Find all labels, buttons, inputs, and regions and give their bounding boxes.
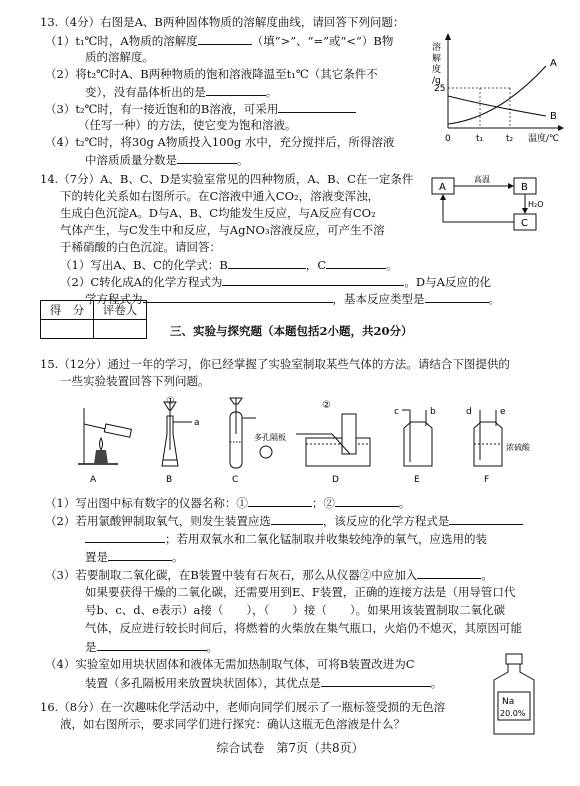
- condition-water: H₂O: [528, 200, 544, 209]
- q15-part2-cont: ；若用双氧水和二氧化锰制取并收集较纯净的氧气，应选用的装: [85, 531, 487, 546]
- q13-part4: （4）t₂℃时，将30g A物质投入100g 水中，充分搅拌后，所得溶液: [45, 135, 395, 149]
- q13-part3: （3）t₂℃时，有一接近饱和的B溶液，可采用: [45, 101, 356, 116]
- q13-part3-cont: （任写一种）的方法，使它变为饱和溶液。: [78, 118, 297, 132]
- q15-part4-cont: 装置（多孔隔板用来放置块状固体），其优点是 。: [85, 676, 443, 690]
- bottle-label-na: Na: [502, 697, 515, 707]
- apparatus-b: [162, 396, 200, 485]
- apparatus-d: [296, 400, 370, 485]
- answer-blank[interactable]: [326, 257, 386, 269]
- q15-line2: 一些实验装置回答下列问题。: [60, 374, 210, 388]
- label-c: C: [232, 475, 239, 485]
- label-b: B: [166, 475, 173, 485]
- marker-1: ①: [166, 396, 175, 407]
- answer-blank[interactable]: [425, 291, 489, 303]
- answer-blank[interactable]: [248, 495, 312, 507]
- score-table: [40, 300, 147, 339]
- y-axis-label-1: 溶: [432, 43, 442, 53]
- q15-part3-cont1: 如果要获得干燥的二氧化碳，还需要用到E、F装置，正确的连接方法是（用导管口代: [85, 585, 516, 599]
- answer-blank[interactable]: [198, 33, 252, 45]
- answer-blank[interactable]: [321, 675, 431, 687]
- answer-blank[interactable]: [228, 257, 306, 269]
- answer-blank[interactable]: [449, 513, 523, 525]
- port-d: d: [466, 407, 472, 417]
- port-a: a: [194, 418, 200, 428]
- port-e: e: [500, 407, 506, 417]
- curve-a: [448, 66, 546, 124]
- answer-blank[interactable]: [206, 84, 266, 96]
- apparatus-figure: [70, 394, 540, 486]
- marker-2: ②: [322, 400, 331, 411]
- acid-label: 浓硫酸: [506, 443, 530, 452]
- answer-blank[interactable]: [108, 549, 172, 561]
- q15-part1: （1）写出图中标有数字的仪器名称：① ；② 。: [45, 496, 411, 510]
- label-f: F: [484, 475, 490, 485]
- bottle-label-pct: 20.0%: [500, 709, 526, 718]
- port-b: b: [430, 407, 436, 417]
- q16-line2: 液，如右图所示，要求同学们进行探究：确认这瓶无色溶液是什么？: [60, 717, 405, 731]
- x-tick-t1: t₁: [476, 134, 484, 144]
- curve-b: [448, 96, 546, 116]
- q14-line5: 于稀硝酸的白色沉淀。请回答：: [60, 240, 221, 254]
- q15-part4: （4）实验室如用块状固体和液体无需加热制取气体，可将B装置改进为C: [45, 657, 415, 671]
- answer-blank[interactable]: [177, 152, 237, 164]
- label-d: D: [332, 475, 339, 485]
- q15-part2-cont2: 置是 。: [85, 550, 184, 564]
- answer-blank[interactable]: [417, 567, 481, 579]
- q13-part2: （2）将t₂℃时A、B两种物质的饱和溶液降温至t₁℃（其它条件不: [45, 67, 378, 81]
- q15-part2: （2）若用氯酸钾制取氧气，则发生装置应选 ，该反应的化学方程式是: [45, 513, 523, 528]
- reagent-bottle: [484, 652, 544, 738]
- q14-line1: 14.（7分）A、B、C、D是实验室常见的四种物质，A、B、C在一定条件: [40, 172, 414, 186]
- q15-part3-cont2: 号b、c、d、e表示）a接（ ），（ ）接（ ）。如果用该装置制取二氧化碳: [85, 603, 506, 617]
- q16-line1: 16.（8分）在一次趣味化学活动中，老师向同学们展示了一瓶标签受损的无色溶: [40, 700, 446, 714]
- answer-blank[interactable]: [85, 531, 165, 543]
- q15-part3-cont4: 是 。: [85, 640, 218, 654]
- curve-a-label: A: [550, 58, 557, 69]
- y-tick-25: 25: [434, 84, 446, 94]
- answer-blank[interactable]: [97, 639, 207, 651]
- q14-line3: 生成白色沉淀A。D与A、B、C均能发生反应，与A反应有CO₂: [60, 206, 376, 220]
- y-axis-label-4: /g: [432, 76, 441, 86]
- answer-blank[interactable]: [271, 513, 323, 525]
- apparatus-a: [78, 408, 131, 485]
- apparatus-f: [466, 407, 531, 485]
- apparatus-e: [394, 407, 436, 485]
- answer-blank[interactable]: [335, 495, 399, 507]
- section-heading: 三、实验与探究题（本题包括2小题，共20分）: [170, 324, 413, 338]
- port-c: c: [394, 407, 399, 417]
- y-axis-label-2: 解: [432, 54, 442, 64]
- answer-blank[interactable]: [222, 274, 404, 286]
- apparatus-c: [230, 398, 286, 485]
- q14-line2: 下的转化关系如右图所示。在C溶液中通入CO₂，溶液变浑浊，: [60, 189, 380, 203]
- curve-b-label: B: [550, 111, 557, 122]
- origin-label: 0: [445, 134, 451, 144]
- q14-part2: （2）C转化成A的化学方程式为 。D与A反应的化: [60, 275, 491, 289]
- node-c: C: [521, 218, 528, 229]
- q14-line4: 气体产生，与C发生中和反应，与AgNO₃溶液反应，可产生不溶: [60, 223, 385, 237]
- q13-part2-cont: 变），没有晶体析出的是 。: [85, 85, 278, 99]
- score-header: 得 分: [41, 301, 94, 320]
- label-a: A: [90, 475, 97, 485]
- condition-high-temp: 高温: [474, 175, 490, 184]
- x-axis-label: 温度/℃: [528, 134, 560, 144]
- q13-intro: 13.（4分）右图是A、B两种固体物质的溶解度曲线，请回答下列问题：: [40, 15, 405, 29]
- answer-blank[interactable]: [143, 291, 333, 303]
- node-a: A: [439, 182, 446, 193]
- score-cell[interactable]: [41, 320, 94, 339]
- grader-header: 评卷人: [94, 301, 147, 320]
- q13-part1-cont: 质的溶解度。: [85, 50, 154, 64]
- label-e: E: [414, 475, 420, 485]
- x-tick-t2: t₂: [506, 134, 514, 144]
- page-footer: 综合试卷 第7页（共8页）: [216, 741, 364, 755]
- q13-part4-cont: 中溶质质量分数是 。: [85, 153, 249, 167]
- conversion-diagram: [430, 168, 550, 240]
- q14-part2-cont: 学方程式为 ，基本反应类型是 。: [85, 292, 500, 306]
- q15-part3-cont3: 气体，反应进行较长时间后，将燃着的火柴放在集气瓶口，火焰仍不熄灭，其原因可能: [85, 621, 522, 635]
- solubility-graph: [428, 28, 576, 150]
- answer-blank[interactable]: [278, 101, 356, 113]
- q15-line1: 15.（12分）通过一年的学习，你已经掌握了实验室制取某些气体的方法。请结合下图提供的: [40, 357, 510, 371]
- q13-part1: （1）t₁℃时，A物质的溶解度 （填“>”、“=”或“<”）B物: [45, 34, 394, 48]
- porous-plate-label: 多孔隔板: [254, 433, 286, 442]
- node-b: B: [521, 182, 528, 193]
- q14-part1: （1）写出A、B、C的化学式：B ，C 。: [60, 258, 398, 272]
- q15-part3: （3）若要制取二氧化碳，在B装置中装有石灰石，那么从仪器②中应加入 。: [45, 568, 493, 582]
- grader-cell[interactable]: [94, 320, 147, 339]
- y-axis-label-3: 度: [432, 65, 442, 75]
